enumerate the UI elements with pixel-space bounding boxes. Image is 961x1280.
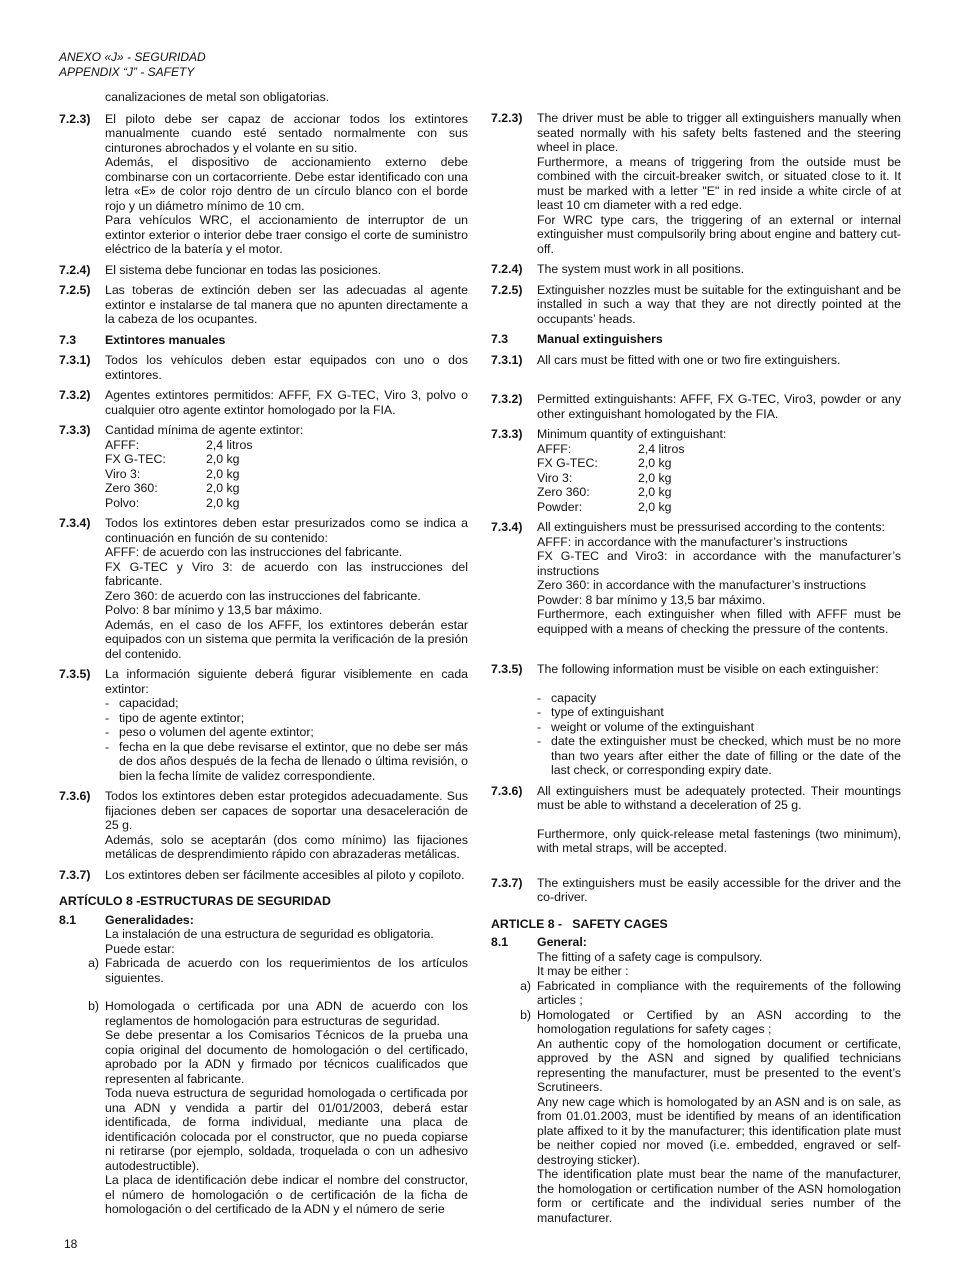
paragraph: FX G-TEC y Viro 3: de acuerdo con las instrucciones del fabricante.	[105, 559, 468, 588]
section-number: 7.3.5)	[59, 667, 91, 681]
list-item: - peso o volumen del agente extintor;	[105, 725, 468, 740]
agent-name: Polvo:	[105, 495, 140, 510]
list-item: - tipo de agente extintor;	[105, 711, 468, 726]
paragraph: Agentes extintores permitidos: AFFF, FX G-TEC, Viro 3, polvo o cualquier otro agente extintor homologado por la FIA.	[105, 388, 468, 417]
agent-name: FX G-TEC:	[537, 456, 598, 470]
paragraph: Además, el dispositivo de accionamiento externo debe combinarse con un cortacorriente. Debe estar identificado con una letra «E» de color rojo dentro de un círculo blanco con el borde rojo y un diámetro mínimo de 10 cm.	[105, 155, 468, 213]
section-number: 7.3.3)	[59, 423, 91, 437]
paragraph: Zero 360: in accordance with the manufacturer’s instructions	[537, 578, 866, 592]
agent-name: Powder:	[537, 499, 583, 514]
paragraph: The following information must be visible on each extinguisher:	[537, 662, 879, 676]
option-a	[491, 979, 901, 1008]
paragraph: Los extintores deben ser fácilmente accesibles al piloto y copiloto.	[105, 867, 465, 882]
section-7-2-4	[491, 262, 901, 277]
section-number: 7.3.6)	[491, 783, 523, 798]
section-7-2-5	[59, 283, 468, 327]
agent-name: AFFF:	[105, 437, 140, 452]
paragraph: All cars must be fitted with one or two fire extinguishers.	[537, 352, 841, 367]
section-number: 7.3.7)	[59, 867, 91, 882]
section-7-3-2	[491, 392, 901, 421]
section-number: 7.3	[491, 332, 509, 346]
section-number: 7.2.4)	[59, 262, 91, 277]
paragraph: Minimum quantity of extinguishant:	[537, 427, 727, 441]
paragraph: Zero 360: de acuerdo con las instrucciones del fabricante.	[105, 588, 421, 603]
agent-quantity: 2,0 kg	[638, 485, 672, 499]
section-number: 7.3.4)	[59, 516, 91, 530]
option-letter: a)	[520, 978, 531, 993]
section-7-3-6	[491, 784, 901, 856]
article-8-title: ARTÍCULO 8 -ESTRUCTURAS DE SEGURIDAD	[59, 894, 331, 908]
paragraph: Todos los extintores deben estar presurizados como se indica a continuación en función de su contenido:	[105, 516, 468, 545]
section-7-2-4	[59, 263, 468, 278]
agent-quantity: 2,0 kg	[638, 456, 672, 470]
section-number: 7.3.2)	[59, 388, 91, 402]
option-letter: b)	[520, 1007, 531, 1022]
agent-name: Viro 3:	[537, 470, 573, 485]
quantity-table	[537, 442, 901, 515]
agent-name: AFFF:	[537, 441, 572, 456]
section-7-3-3	[59, 423, 468, 510]
section-7-3	[491, 332, 901, 347]
header-spanish: ANEXO «J» - SEGURIDAD	[59, 50, 206, 64]
section-title: Extintores manuales	[105, 332, 226, 347]
paragraph: AFFF: de acuerdo con las instrucciones del fabricante.	[105, 545, 403, 559]
paragraph: An authentic copy of the homologation document or certificate, approved by the ASN and signed by qualified technicians representing the manufacturer, must be presented to the event’s Scrutineers.	[537, 1036, 901, 1094]
section-number: 8.1	[491, 935, 509, 949]
paragraph: El sistema debe funcionar en todas las posiciones.	[105, 262, 382, 277]
english-column	[491, 111, 901, 1225]
dash-list	[537, 691, 901, 778]
paragraph: Any new cage which is homologated by an ASN and is on sale, as from 01.01.2003, must be identified by means of an identification plate affixed to it by the manufacturer; this identification plate must be neither copied nor moved (i.e. embedded, engraved or self-destroying sticker).	[537, 1094, 901, 1167]
agent-quantity: 2,0 kg	[206, 495, 240, 510]
section-number: 7.3.1)	[491, 352, 523, 367]
section-number: 7.3.2)	[491, 392, 523, 406]
dash-list	[105, 696, 468, 783]
paragraph: FX G-TEC and Viro3: in accordance with the manufacturer’s instructions	[537, 549, 901, 578]
agent-quantity: 2,0 kg	[638, 499, 672, 514]
section-7-3-1	[491, 353, 901, 368]
paragraph: La instalación de una estructura de seguridad es obligatoria.	[105, 927, 434, 941]
section-number: 8.1	[59, 912, 77, 927]
section-7-3-2	[59, 388, 468, 417]
agent-quantity: 2,0 kg	[638, 470, 672, 485]
section-7-3-4	[59, 516, 468, 661]
section-title: General:	[537, 935, 587, 949]
page-header	[59, 50, 206, 80]
paragraph: Las toberas de extinción deben ser las adecuadas al agente extintor e instalarse de tal manera que no apunten directamente a la cabeza de los ocupantes.	[105, 283, 468, 326]
option-b	[59, 999, 468, 1217]
list-item: - fecha en la que debe revisarse el extintor, que no debe ser más de dos años después de la fecha de llenado o última revisión, o bien la fecha límite de validez correspondiente.	[105, 740, 468, 784]
list-item: - type of extinguishant	[537, 705, 901, 720]
paragraph: The driver must be able to trigger all extinguishers manually when seated normally with his safety belts fastened and the steering wheel in place.	[537, 111, 901, 154]
header-english: APPENDIX “J” - SAFETY	[59, 65, 195, 79]
section-number: 7.3.3)	[491, 427, 523, 441]
section-title: Manual extinguishers	[537, 332, 663, 346]
list-item: - date the extinguisher must be checked, which must be no more than two years after either the date of filling or the date of the last check, or corresponding expiry date.	[537, 734, 901, 778]
agent-quantity: 2,0 kg	[206, 452, 240, 466]
paragraph: The fitting of a safety cage is compulsory.	[537, 949, 763, 964]
paragraph: Extinguisher nozzles must be suitable for the extinguishant and be installed in such a way that they are not directly pointed at the occupants’ heads.	[537, 282, 901, 326]
section-number: 7.3.5)	[491, 662, 523, 676]
agent-quantity: 2,4 litros	[206, 437, 253, 452]
section-number: 7.2.4)	[491, 262, 523, 276]
paragraph: Puede estar:	[105, 941, 175, 956]
agent-quantity: 2,0 kg	[206, 466, 240, 481]
paragraph: Polvo: 8 bar mínimo y 13,5 bar máximo.	[105, 603, 323, 617]
section-7-3-6	[59, 789, 468, 862]
agent-quantity: 2,4 litros	[638, 441, 685, 456]
section-number: 7.2.3)	[59, 111, 91, 126]
section-7-3-4	[491, 520, 901, 636]
paragraph: Para vehículos WRC, el accionamiento de interruptor de un extintor exterior o interior debe traer consigo el corte de suministro eléctrico de la batería y el motor.	[105, 213, 468, 256]
paragraph: All extinguishers must be pressurised according to the contents:	[537, 520, 885, 534]
section-7-3-7	[491, 876, 901, 905]
section-number: 7.2.5)	[59, 283, 91, 297]
paragraph: The extinguishers must be easily accessible for the driver and the co-driver.	[537, 875, 901, 904]
option-b	[491, 1008, 901, 1226]
agent-quantity: 2,0 kg	[206, 481, 240, 495]
option-letter: b)	[88, 999, 99, 1013]
article-8-title: ARTICLE 8 - SAFETY CAGES	[491, 916, 668, 931]
spanish-column	[59, 90, 468, 1217]
paragraph: Además, en el caso de los AFFF, los extintores deberán estar equipados con un sistema que permita la verificación de la presión del contenido.	[105, 617, 468, 661]
paragraph: AFFF: in accordance with the manufacturer’s instructions	[537, 534, 848, 549]
page-number: 18	[64, 1237, 78, 1251]
option-text: Fabricada de acuerdo con los requerimientos de los artículos siguientes.	[105, 956, 468, 985]
section-7-3-7	[59, 868, 468, 883]
paragraph: Powder: 8 bar mínimo y 13,5 bar máximo.	[537, 592, 766, 607]
paragraph: It may be either :	[537, 964, 629, 978]
list-item: - weight or volume of the extinguishant	[537, 720, 901, 735]
paragraph: La información siguiente deberá figurar visiblemente en cada extintor:	[105, 667, 468, 696]
paragraph: Furthermore, only quick-release metal fastenings (two minimum), with metal straps, will be accepted.	[537, 826, 901, 855]
section-number: 7.3	[59, 332, 77, 347]
section-number: 7.2.5)	[491, 282, 523, 297]
agent-name: Zero 360:	[105, 481, 158, 495]
agent-name: Viro 3:	[105, 466, 141, 481]
paragraph: For WRC type cars, the triggering of an external or internal extinguisher must compulsorily bring about engine and battery cut-off.	[537, 212, 901, 256]
option-letter: a)	[88, 956, 99, 970]
quantity-table	[105, 438, 468, 511]
paragraph: Se debe presentar a los Comisarios Técnicos de la prueba una copia original del documento de homologación o del certificado, aprobado por la ADN y firmado por técnicos cualificados que representen al fabricante.	[105, 1028, 468, 1086]
section-number: 7.3.1)	[59, 353, 91, 367]
section-number: 7.2.3)	[491, 111, 523, 125]
paragraph: La placa de identificación debe indicar el nombre del constructor, el número de homologación o de certificación de la ficha de homologación o del certificado de la ADN y el número de serie	[105, 1173, 468, 1216]
agent-name: Zero 360:	[537, 485, 590, 499]
section-number: 7.3.4)	[491, 520, 523, 534]
section-7-3-5	[59, 667, 468, 783]
paragraph: Permitted extinguishants: AFFF, FX G-TEC, Viro3, powder or any other extinguishant homologated by the FIA.	[537, 392, 901, 421]
paragraph: Homologated or Certified by an ASN according to the homologation regulations for safety cages ;	[537, 1007, 901, 1036]
paragraph: The identification plate must bear the name of the manufacturer, the homologation or certification number of the ASN homologation form or certificate and the individual series number of the manufacturer.	[537, 1167, 901, 1225]
section-number: 7.3.6)	[59, 789, 91, 803]
paragraph: Además, solo se aceptarán (dos como mínimo) las fijaciones metálicas de desprendimiento rápido con abrazaderas metálicas.	[105, 832, 468, 861]
section-7-2-5	[491, 283, 901, 327]
paragraph: Todos los vehículos deben estar equipados con uno o dos extintores.	[105, 353, 468, 382]
paragraph: Homologada o certificada por una ADN de acuerdo con los reglamentos de homologación para estructuras de seguridad.	[105, 999, 468, 1028]
section-number: 7.3.7)	[491, 875, 523, 890]
section-7-2-3	[59, 112, 468, 257]
section-8-1	[59, 913, 468, 957]
section-7-3	[59, 333, 468, 348]
section-7-3-5	[491, 662, 901, 778]
option-text: Fabricated in compliance with the requirements of the following articles ;	[537, 978, 901, 1007]
section-7-2-3	[491, 111, 901, 256]
paragraph: All extinguishers must be adequately protected. Their mountings must be able to withstand a deceleration of 25 g.	[537, 783, 901, 812]
option-a	[59, 956, 468, 985]
section-7-3-1	[59, 353, 468, 382]
continuation-text: canalizaciones de metal son obligatorias.	[105, 90, 330, 104]
agent-name: FX G-TEC:	[105, 452, 166, 466]
paragraph: Todos los extintores deben estar protegidos adecuadamente. Sus fijaciones deben ser capaces de soportar una desaceleración de 25 g.	[105, 789, 468, 832]
paragraph: Cantidad mínima de agente extintor:	[105, 423, 304, 437]
section-title: Generalidades:	[105, 912, 194, 927]
paragraph: Furthermore, each extinguisher when filled with AFFF must be equipped with a means of checking the pressure of the contents.	[537, 607, 901, 636]
list-item: - capacity	[537, 691, 901, 706]
paragraph: El piloto debe ser capaz de accionar todos los extintores manualmente cuando esté sentado normalmente con sus cinturones abrochados y el volante en su sitio.	[105, 111, 468, 155]
paragraph: Furthermore, a means of triggering from the outside must be combined with the circuit-breaker switch, or situated close to it. It must be marked with a letter "E" in red inside a white circle of at least 10 cm diameter with a red edge.	[537, 154, 901, 212]
section-8-1	[491, 935, 901, 979]
paragraph: Toda nueva estructura de seguridad homologada o certificada por una ADN y vendida a partir del 01/01/2003, deberá estar identificada, de forma individual, mediante una placa de identificación colocada por el constructor, que no pueda copiarse ni retirarse (por ejemplo, soldada, troquelada o con un adhesivo autodestructible).	[105, 1086, 468, 1173]
paragraph: The system must work in all positions.	[537, 262, 745, 276]
list-item: - capacidad;	[105, 696, 468, 711]
section-7-3-3	[491, 427, 901, 514]
